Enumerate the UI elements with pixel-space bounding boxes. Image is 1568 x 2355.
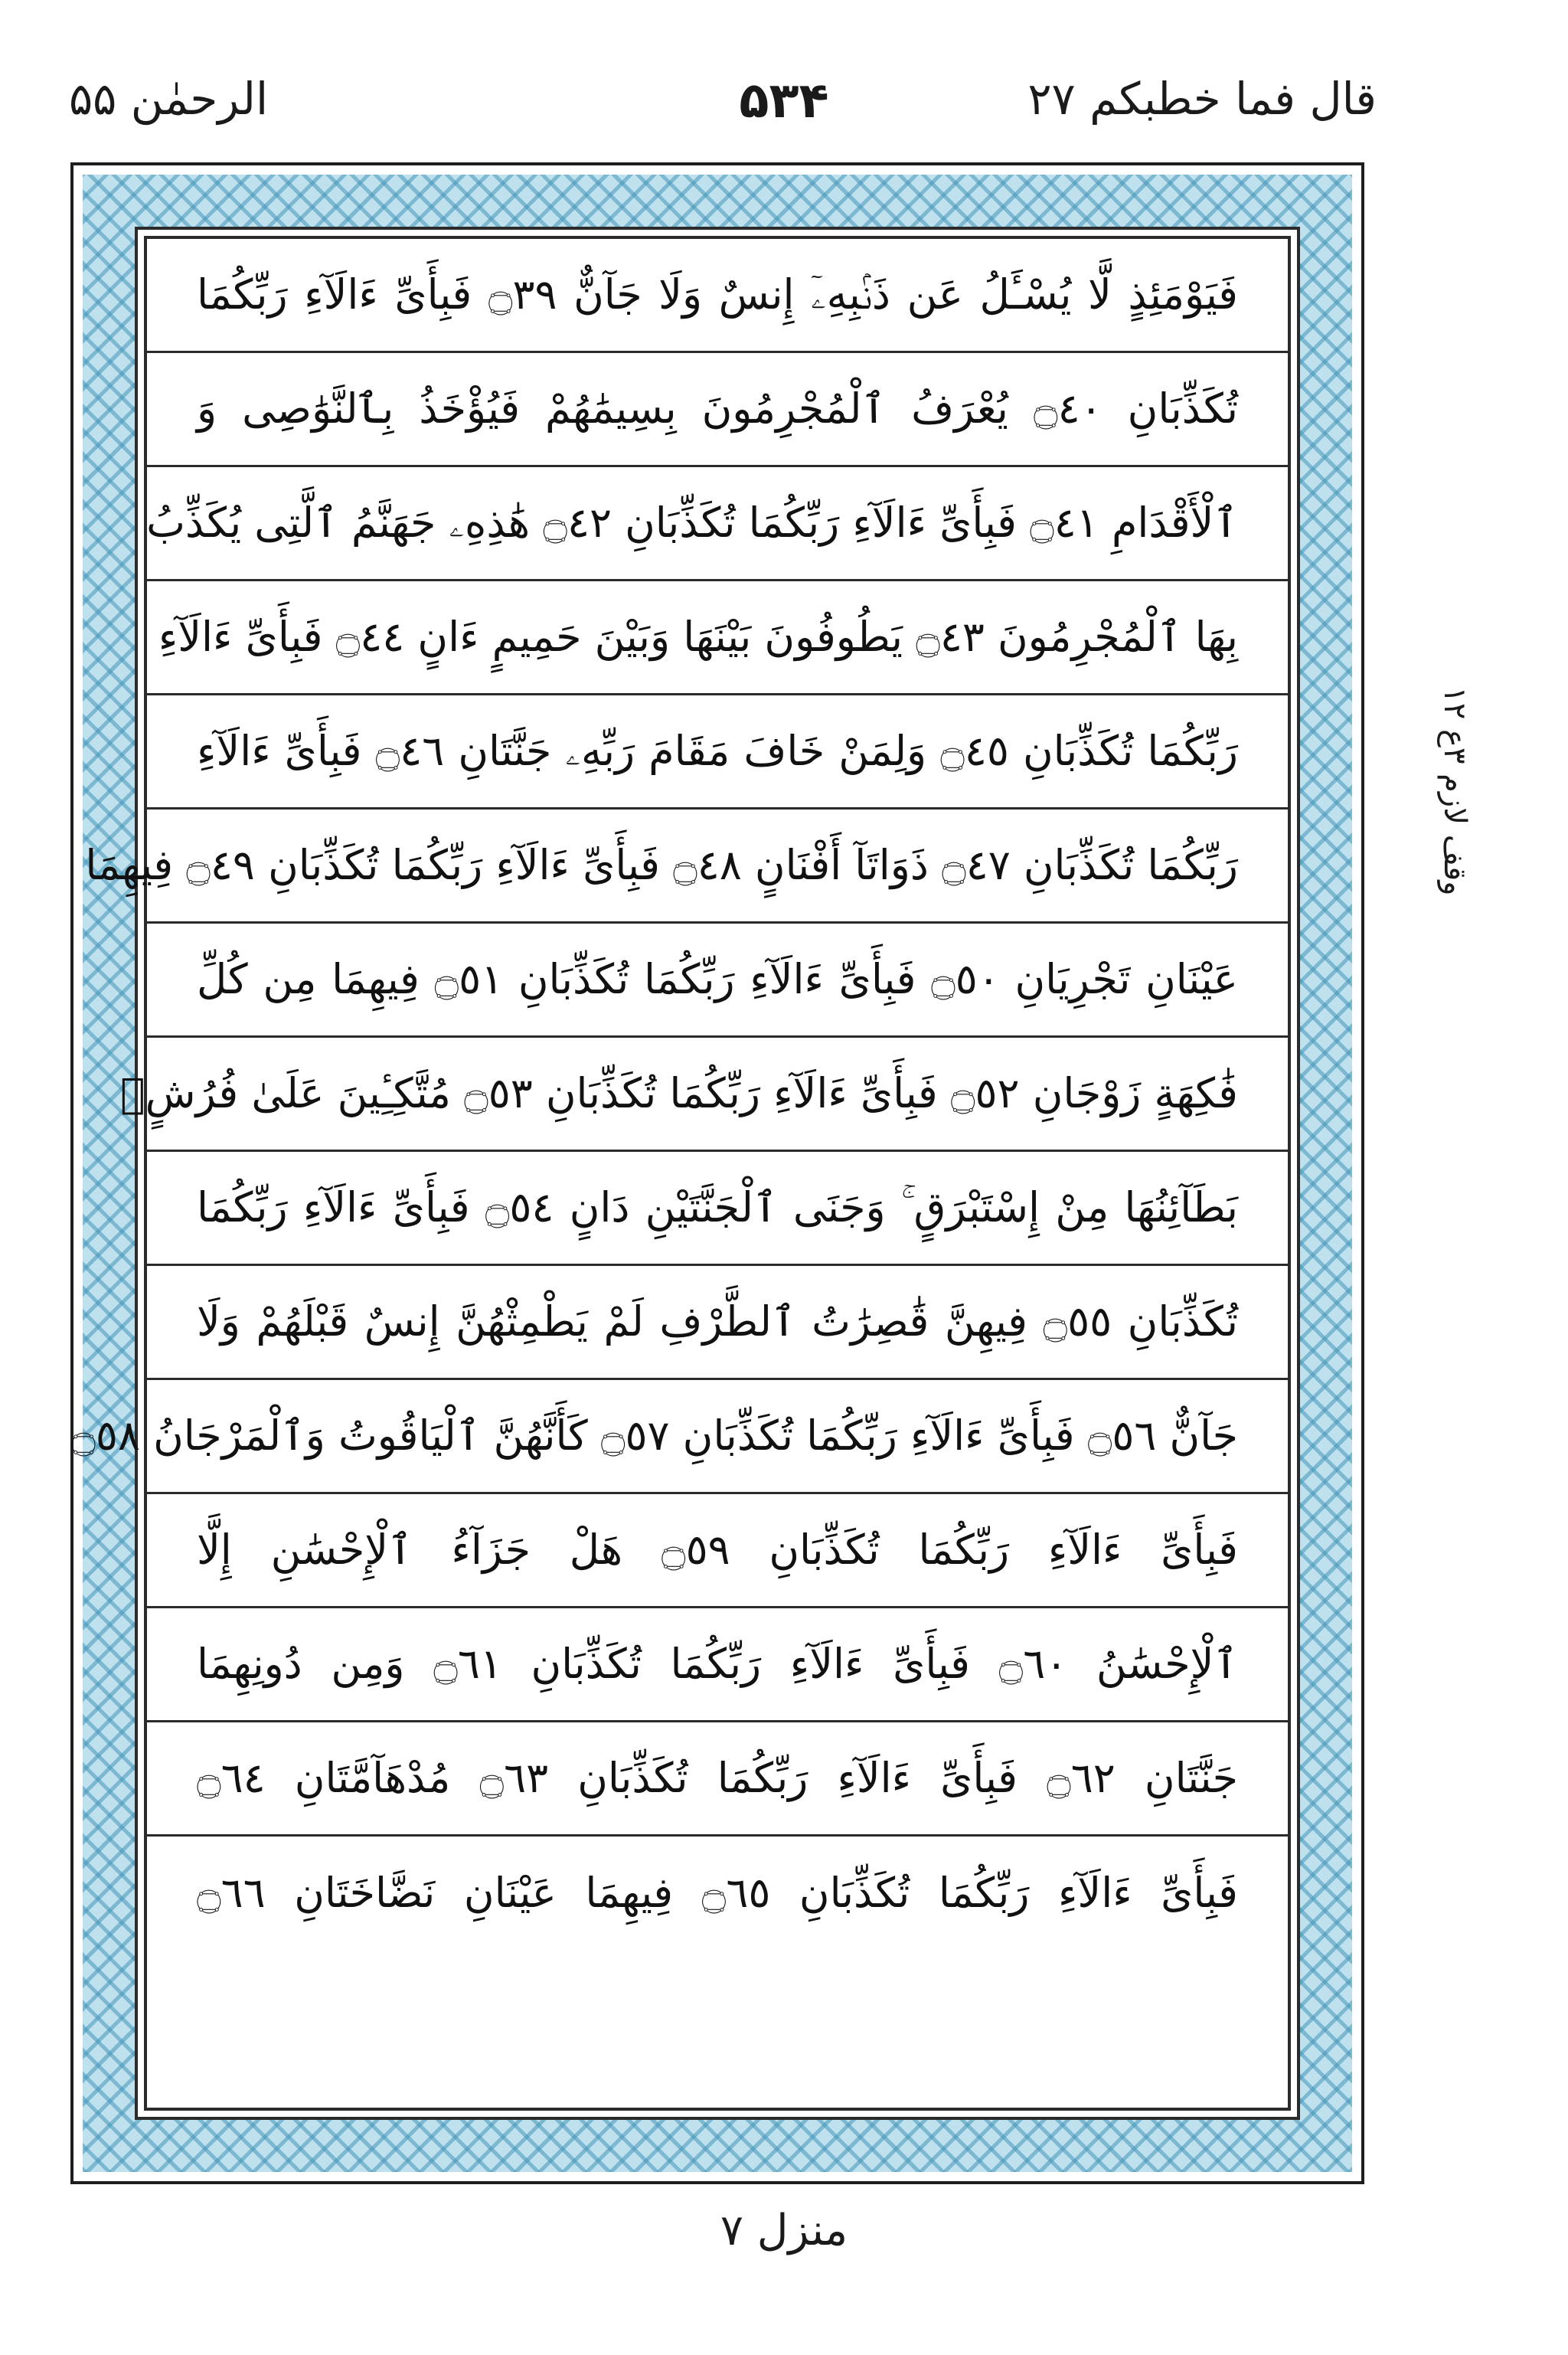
verse-line-text: عَيْنَانِ تَجْرِيَانِ ۝٥٠ فَبِأَىِّ ءَالَآءِ رَبِّكُمَا تُكَذِّبَانِ ۝٥١ فِيهِمَا مِن كُلِّ	[197, 954, 1238, 1003]
page-border	[70, 162, 1364, 2184]
verse-line	[71, 1380, 1288, 1494]
verse-line	[147, 1837, 1288, 1951]
verse-line	[85, 810, 1288, 924]
page-header	[0, 0, 1568, 153]
verse-line-text: بَطَآئِنُهَا مِنْ إِسْتَبْرَقٍ ۚ وَجَنَى ٱلْجَنَّتَيْنِ دَانٍ ۝٥٤ فَبِأَىِّ ءَالَآءِ رَبِّكُمَا	[197, 1182, 1238, 1231]
verse-line	[147, 239, 1288, 353]
verse-line-text: بِهَا ٱلْمُجْرِمُونَ ۝٤٣ يَطُوفُونَ بَيْنَهَا وَبَيْنَ حَمِيمٍ ءَانٍ ۝٤٤ فَبِأَىِّ ءَالَآءِ	[158, 612, 1238, 661]
verse-line-text: تُكَذِّبَانِ ۝٤٠ يُعْرَفُ ٱلْمُجْرِمُونَ بِسِيمَٰهُمْ فَيُؤْخَذُ بِٱلنَّوَٰصِى وَ	[197, 384, 1238, 433]
juz-name: قال فما خطبکم ۲۷	[1027, 73, 1377, 125]
margin-note	[1378, 628, 1531, 950]
verse-lines	[71, 239, 1288, 2108]
verse-line-text: تُكَذِّبَانِ ۝٥٥ فِيهِنَّ قَٰصِرَٰتُ ٱلطَّرْفِ لَمْ يَطْمِثْهُنَّ إِنسٌ قَبْلَهُمْ وَلَا	[197, 1297, 1239, 1346]
verse-line-text: رَبِّكُمَا تُكَذِّبَانِ ۝٤٧ ذَوَاتَآ أَفْنَانٍ ۝٤٨ فَبِأَىِّ ءَالَآءِ رَبِّكُمَا تُكَذِّبَانِ ۝٤٩ فِيهِمَا	[85, 840, 1238, 889]
verse-line	[147, 1266, 1288, 1380]
verse-line-text: جَآنٌّ ۝٥٦ فَبِأَىِّ ءَالَآءِ رَبِّكُمَا تُكَذِّبَانِ ۝٥٧ كَأَنَّهُنَّ ٱلْيَاقُوتُ وَٱلْمَرْجَانُ ۝٥٨	[71, 1411, 1238, 1460]
verse-line	[147, 1722, 1288, 1837]
verse-line	[120, 1038, 1288, 1152]
verse-line	[147, 924, 1288, 1038]
verse-line-text: فَبِأَىِّ ءَالَآءِ رَبِّكُمَا تُكَذِّبَانِ ۝٥٩ هَلْ جَزَآءُ ٱلْإِحْسَٰنِ إِلَّا	[197, 1525, 1238, 1574]
verse-line-text: جَنَّتَانِ ۝٦٢ فَبِأَىِّ ءَالَآءِ رَبِّكُمَا تُكَذِّبَانِ ۝٦٣ مُدْهَآمَّتَانِ ۝٦٤	[197, 1753, 1238, 1802]
verse-line-text: فَيَوْمَئِذٍ لَّا يُسْـَٔلُ عَن ذَنۢبِهِۦٓ إِنسٌ وَلَا جَآنٌّ ۝٣٩ فَبِأَىِّ ءَالَآءِ رَبِّكُمَا	[197, 270, 1238, 319]
page-number: ۵۳۴	[739, 73, 829, 129]
verse-line	[147, 695, 1288, 810]
verse-line	[147, 467, 1288, 581]
surah-name: الرحمٰن ۵۵	[69, 73, 269, 125]
text-area	[71, 236, 1291, 2111]
verse-line-text: رَبِّكُمَا تُكَذِّبَانِ ۝٤٥ وَلِمَنْ خَافَ مَقَامَ رَبِّهِۦ جَنَّتَانِ ۝٤٦ فَبِأَىِّ ءَالَآءِ	[197, 726, 1238, 775]
verse-line	[147, 1494, 1288, 1608]
margin-note-text: وقف لازم ۳ع ۱۲	[1437, 686, 1472, 896]
verse-line-text: ٱلْإِحْسَٰنُ ۝٦٠ فَبِأَىِّ ءَالَآءِ رَبِّكُمَا تُكَذِّبَانِ ۝٦١ وَمِن دُونِهِمَا	[197, 1639, 1239, 1688]
verse-line-text: ٱلْأَقْدَامِ ۝٤١ فَبِأَىِّ ءَالَآءِ رَبِّكُمَا تُكَذِّبَانِ ۝٤٢ هَٰذِهِۦ جَهَنَّمُ ٱلَّتِى يُكَذِّبُ	[146, 498, 1238, 547]
verse-line	[147, 581, 1288, 695]
verse-line-text: فَٰكِهَةٍ زَوْجَانِ ۝٥٢ فَبِأَىِّ ءَالَآءِ رَبِّكُمَا تُكَذِّبَانِ ۝٥٣ مُتَّكِـِٔينَ عَلَىٰ فُرُشٍۭ	[120, 1068, 1238, 1117]
verse-line	[147, 353, 1288, 467]
verse-line	[147, 1608, 1288, 1722]
verse-line	[147, 1152, 1288, 1266]
verse-line-text: فَبِأَىِّ ءَالَآءِ رَبِّكُمَا تُكَذِّبَانِ ۝٦٥ فِيهِمَا عَيْنَانِ نَضَّاخَتَانِ ۝٦٦	[197, 1869, 1238, 1918]
manzil-footer: منزل ۷	[720, 2206, 848, 2255]
